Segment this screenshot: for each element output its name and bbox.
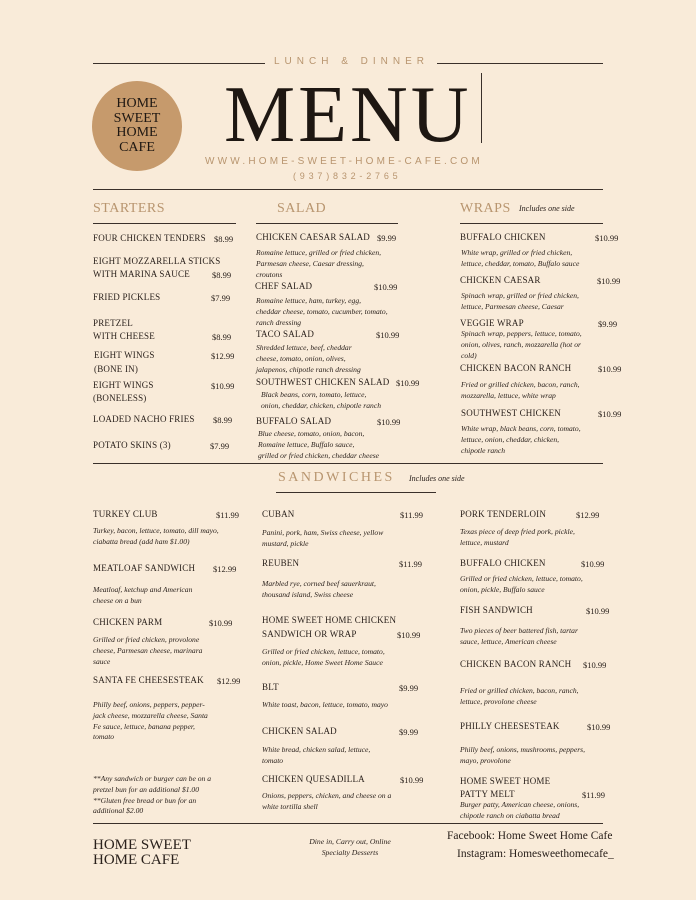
menu-item-price: $10.99 (377, 417, 401, 427)
menu-item-price: $10.99 (595, 233, 619, 243)
desc-line: lettuce, onion, cheddar, chicken, (461, 434, 560, 444)
salad-underline (256, 223, 398, 224)
menu-item-description (258, 429, 379, 461)
desc-line: Onions, peppers, chicken, and cheese on a (262, 791, 392, 800)
menu-item-name: TACO SALAD (256, 329, 315, 339)
footnote-line: **Gluten free bread or bun for an (93, 795, 197, 805)
desc-line: onion, pickle, Buffalo sauce (460, 584, 545, 594)
menu-item-price: $10.99 (397, 630, 421, 640)
desc-line: Parmesan cheese, Caesar dressing, (256, 258, 364, 268)
menu-item-name: EIGHT MOZZARELLA STICKS (93, 256, 221, 266)
desc-line: Grilled or fried chicken, lettuce, tomato, (262, 647, 385, 656)
desc-line: cheese on a bun (93, 595, 142, 605)
menu-item-description (461, 329, 582, 361)
menu-item-name: SANTA FE CHEESESTEAK (93, 675, 204, 685)
desc-line: Burger patty, American cheese, onions, (460, 800, 580, 809)
desc-line: sauce (93, 656, 111, 666)
menu-item-description (93, 526, 219, 548)
section-rule-bottom (93, 823, 603, 824)
menu-item-price: $10.99 (376, 330, 400, 340)
desc-line: Two pieces of beer battered fish, tartar (460, 626, 578, 635)
menu-item-price: $10.99 (583, 660, 607, 670)
menu-item-name: HOME SWEET HOME CHICKEN (262, 615, 397, 625)
desc-line: white tortilla shell (262, 801, 318, 811)
footer-service-line: Specialty Desserts (321, 848, 379, 857)
phone-number[interactable]: (937)832-2765 (293, 171, 402, 181)
menu-item-description (256, 343, 361, 375)
menu-item-name: VEGGIE WRAP (460, 318, 524, 328)
desc-line: thousand island, Swiss cheese (262, 589, 354, 599)
menu-item-name: WITH MARINA SAUCE (93, 269, 190, 279)
desc-line: cheddar cheese, tomato, cucumber, tomato, (256, 306, 388, 316)
sandwiches-heading: SANDWICHES (278, 470, 395, 485)
footer-cafe-name (93, 838, 191, 868)
menu-item-price: $12.99 (211, 351, 235, 361)
footer-name-line: HOME SWEET (93, 837, 191, 853)
sandwiches-note: Includes one side (409, 474, 465, 483)
menu-item-description (256, 296, 388, 328)
desc-line: White wrap, grilled or fried chicken, (461, 248, 573, 257)
menu-item-price: $10.99 (400, 775, 424, 785)
menu-item-description (262, 700, 388, 711)
desc-line: chipotle ranch on ciabatta bread (460, 810, 560, 820)
menu-item-name: CHICKEN QUESADILLA (262, 774, 365, 784)
menu-item-description (93, 585, 192, 607)
menu-item-price: $10.99 (587, 722, 611, 732)
desc-line: sauce, lettuce, American cheese (460, 636, 557, 646)
desc-line: Texas piece of deep fried pork, pickle, (460, 527, 575, 536)
menu-item-name: MEATLOAF SANDWICH (93, 563, 196, 573)
header-rule-left (93, 63, 265, 64)
menu-item-name: PHILLY CHEESESTEAK (460, 721, 560, 731)
desc-line: Panini, pork, ham, Swiss cheese, yellow (262, 528, 384, 537)
menu-item-name: FRIED PICKLES (93, 292, 161, 302)
menu-item-price: $10.99 (598, 409, 622, 419)
desc-line: mayo, provolone (460, 755, 511, 765)
menu-item-description (460, 574, 583, 596)
instagram-link[interactable]: Instagram: Homesweethomecafe_ (457, 848, 614, 860)
footnote-line: additional $2.00 (93, 806, 144, 816)
desc-line: Fried or grilled chicken, bacon, ranch, (460, 686, 579, 695)
footer-name-line: HOME CAFE (93, 852, 180, 868)
menu-item-description (261, 390, 381, 412)
menu-item-name: CHICKEN SALAD (262, 726, 337, 736)
menu-item-name: PRETZEL (93, 318, 133, 328)
desc-line: tomato (93, 732, 115, 742)
menu-item-description (460, 527, 575, 549)
footnote-line: pretzel bun for an additional $1.00 (93, 784, 200, 794)
menu-item-name: CHEF SALAD (255, 281, 313, 291)
desc-line: Shredded lettuce, beef, cheddar (256, 343, 352, 352)
menu-item-description (256, 248, 381, 280)
desc-line: White toast, bacon, lettuce, tomato, mayo (262, 700, 388, 709)
menu-item-price: $9.99 (399, 683, 419, 693)
menu-item-name: POTATO SKINS (3) (93, 440, 171, 450)
logo-line: HOME (116, 96, 158, 111)
menu-item-name: CHICKEN BACON RANCH (460, 659, 572, 669)
menu-item-price: $10.99 (581, 559, 605, 569)
desc-line: onion, cheddar, chicken, chipotle ranch (261, 400, 381, 410)
menu-item-name: PATTY MELT (460, 789, 515, 799)
menu-item-name: CHICKEN PARM (93, 617, 163, 627)
desc-line: croutons (256, 269, 283, 279)
desc-line: Marbled rye, corned beef sauerkraut, (262, 579, 376, 588)
desc-line: jack cheese, mozzarella cheese, Santa (93, 710, 208, 720)
desc-line: mozzarella, lettuce, white wrap (461, 390, 556, 400)
menu-item-price: $10.99 (598, 364, 622, 374)
menu-item-price: $11.99 (216, 510, 240, 520)
desc-line: White bread, chicken salad, lettuce, (262, 745, 371, 754)
menu-item-price: $12.99 (217, 676, 241, 686)
desc-line: onion, olives, ranch, mozzarella (hot or (461, 339, 581, 349)
desc-line: cold) (461, 350, 477, 360)
logo-line: SWEET (113, 110, 161, 126)
menu-item-price: $10.99 (374, 282, 398, 292)
menu-item-price: $12.99 (213, 564, 237, 574)
menu-item-price: $9.99 (377, 233, 397, 243)
wraps-underline (460, 223, 603, 224)
menu-item-description (262, 745, 370, 767)
desc-line: Grilled or fried chicken, lettuce, tomato, (460, 574, 583, 583)
menu-item-name: BUFFALO SALAD (256, 416, 332, 426)
menu-item-name: CHICKEN BACON RANCH (460, 363, 572, 373)
desc-line: Meatloaf, ketchup and American (93, 585, 193, 594)
menu-item-description (93, 700, 208, 743)
menu-item-description (460, 745, 585, 767)
sandwiches-underline (276, 492, 436, 493)
header-divider (481, 73, 482, 143)
menu-item-description (460, 800, 579, 822)
desc-line: lettuce, Parmesan cheese, Caesar (461, 301, 564, 311)
desc-line: Grilled or fried chicken, provolone (93, 635, 200, 644)
desc-line: Philly beef, onions, peppers, pepper- (93, 700, 205, 709)
menu-item-name: PORK TENDERLOIN (460, 509, 547, 519)
menu-item-name: EIGHT WINGS (93, 380, 154, 390)
menu-item-name: LOADED NACHO FRIES (93, 414, 195, 424)
menu-item-price: $7.99 (210, 441, 230, 451)
desc-line: chipotle ranch (461, 445, 506, 455)
footer-service-line: Dine in, Carry out, Online (309, 837, 391, 846)
menu-item-description (93, 635, 202, 667)
menu-item-name: BLT (262, 682, 279, 692)
menu-item-description (262, 528, 383, 550)
desc-line: Philly beef, onions, mushrooms, peppers, (460, 745, 586, 754)
menu-item-name: BUFFALO CHICKEN (460, 232, 546, 242)
menu-item-price: $10.99 (211, 381, 235, 391)
desc-line: Fried or grilled chicken, bacon, ranch, (461, 380, 580, 389)
starters-underline (93, 223, 236, 224)
desc-line: tomato (262, 755, 284, 765)
menu-item-name: SOUTHWEST CHICKEN SALAD (256, 377, 390, 387)
menu-item-name: FOUR CHICKEN TENDERS (93, 233, 206, 243)
footer-services (290, 836, 410, 858)
wraps-note: Includes one side (519, 204, 575, 213)
desc-line: Spinach wrap, peppers, lettuce, tomato, (461, 329, 582, 338)
menu-item-price: $11.99 (399, 559, 423, 569)
desc-line: lettuce, cheddar, tomato, Buffalo sauce (461, 258, 580, 268)
menu-item-name: SOUTHWEST CHICKEN (461, 408, 561, 418)
cafe-logo (92, 81, 182, 171)
desc-line: lettuce, mustard (460, 537, 509, 547)
menu-item-name: REUBEN (262, 558, 300, 568)
menu-item-price: $10.99 (209, 618, 233, 628)
desc-line: Fe sauce, lettuce, banana pepper, (93, 721, 195, 731)
menu-item-description (461, 380, 580, 402)
desc-line: Blue cheese, tomato, onion, bacon, (258, 429, 365, 438)
section-rule-top (93, 189, 603, 190)
desc-line: Turkey, bacon, lettuce, tomato, dill mayo, (93, 526, 219, 535)
menu-item-description (460, 626, 578, 648)
desc-line: Romaine lettuce, grilled or fried chicken, (256, 248, 382, 257)
logo-line: CAFE (119, 139, 155, 155)
desc-line: Romaine lettuce, Buffalo sauce, (258, 439, 355, 449)
menu-item-price: $9.99 (399, 727, 419, 737)
desc-line: lettuce, provolone cheese (460, 696, 537, 706)
desc-line: onion, pickle, Home Sweet Home Sauce (262, 657, 383, 667)
menu-item-description (460, 686, 579, 708)
menu-item-price: $10.99 (586, 606, 610, 616)
menu-item-name: HOME SWEET HOME (460, 776, 551, 786)
menu-item-name: (BONE IN) (94, 364, 139, 374)
menu-item-price: $11.99 (400, 510, 424, 520)
menu-item-name: CUBAN (262, 509, 295, 519)
desc-line: Romaine lettuce, ham, turkey, egg, (256, 296, 362, 305)
menu-item-price: $9.99 (598, 319, 618, 329)
menu-item-description (262, 579, 376, 601)
desc-line: Black beans, corn, tomato, lettuce, (261, 390, 367, 399)
menu-item-price: $8.99 (212, 270, 232, 280)
desc-line: jalapenos, chipotle ranch dressing (256, 364, 361, 374)
logo-line: HOME (116, 125, 158, 140)
header-rule-right (437, 63, 603, 64)
menu-item-name: SANDWICH OR WRAP (262, 629, 357, 639)
menu-item-price: $8.99 (212, 332, 232, 342)
website[interactable]: WWW.HOME-SWEET-HOME-CAFE.COM (205, 156, 483, 167)
desc-line: cheese, Parmesan cheese, marinara (93, 645, 203, 655)
menu-item-name: TURKEY CLUB (93, 509, 158, 519)
desc-line: ciabatta bread (add ham $1.00) (93, 536, 190, 546)
footnote-line: **Any sandwich or burger can be on a (93, 774, 212, 783)
menu-item-description (262, 647, 385, 669)
sandwich-footnote (93, 774, 211, 817)
desc-line: grilled or fried chicken, cheddar cheese (258, 450, 380, 460)
tagline: LUNCH & DINNER (274, 56, 430, 67)
menu-item-description (461, 291, 579, 313)
menu-item-name: CHICKEN CAESAR (460, 275, 541, 285)
wraps-heading: WRAPS (460, 201, 511, 216)
menu-item-price: $11.99 (582, 790, 606, 800)
menu-item-description (461, 424, 581, 456)
starters-heading: STARTERS (93, 201, 166, 216)
salad-heading: SALAD (277, 201, 327, 216)
facebook-link[interactable]: Facebook: Home Sweet Home Cafe (447, 830, 613, 842)
menu-item-price: $10.99 (396, 378, 420, 388)
desc-line: mustard, pickle (262, 538, 309, 548)
menu-item-name: (BONELESS) (93, 393, 147, 403)
desc-line: ranch dressing (256, 317, 302, 327)
menu-item-price: $7.99 (211, 293, 231, 303)
menu-item-price: $12.99 (576, 510, 600, 520)
desc-line: cheese, tomato, onion, olives, (256, 353, 346, 363)
menu-item-name: CHICKEN CAESAR SALAD (256, 232, 371, 242)
menu-item-name: EIGHT WINGS (94, 350, 155, 360)
menu-item-name: WITH CHEESE (93, 331, 155, 341)
menu-item-name: FISH SANDWICH (460, 605, 533, 615)
desc-line: White wrap, black beans, corn, tomato, (461, 424, 581, 433)
page-title: MENU (224, 71, 472, 159)
menu-item-name: BUFFALO CHICKEN (460, 558, 546, 568)
menu-item-price: $8.99 (213, 415, 233, 425)
menu-item-description (262, 791, 391, 813)
menu-item-price: $10.99 (597, 276, 621, 286)
menu-item-price: $8.99 (214, 234, 234, 244)
desc-line: Spinach wrap, grilled or fried chicken, (461, 291, 579, 300)
menu-item-description (461, 248, 579, 270)
section-rule-middle (93, 463, 603, 464)
